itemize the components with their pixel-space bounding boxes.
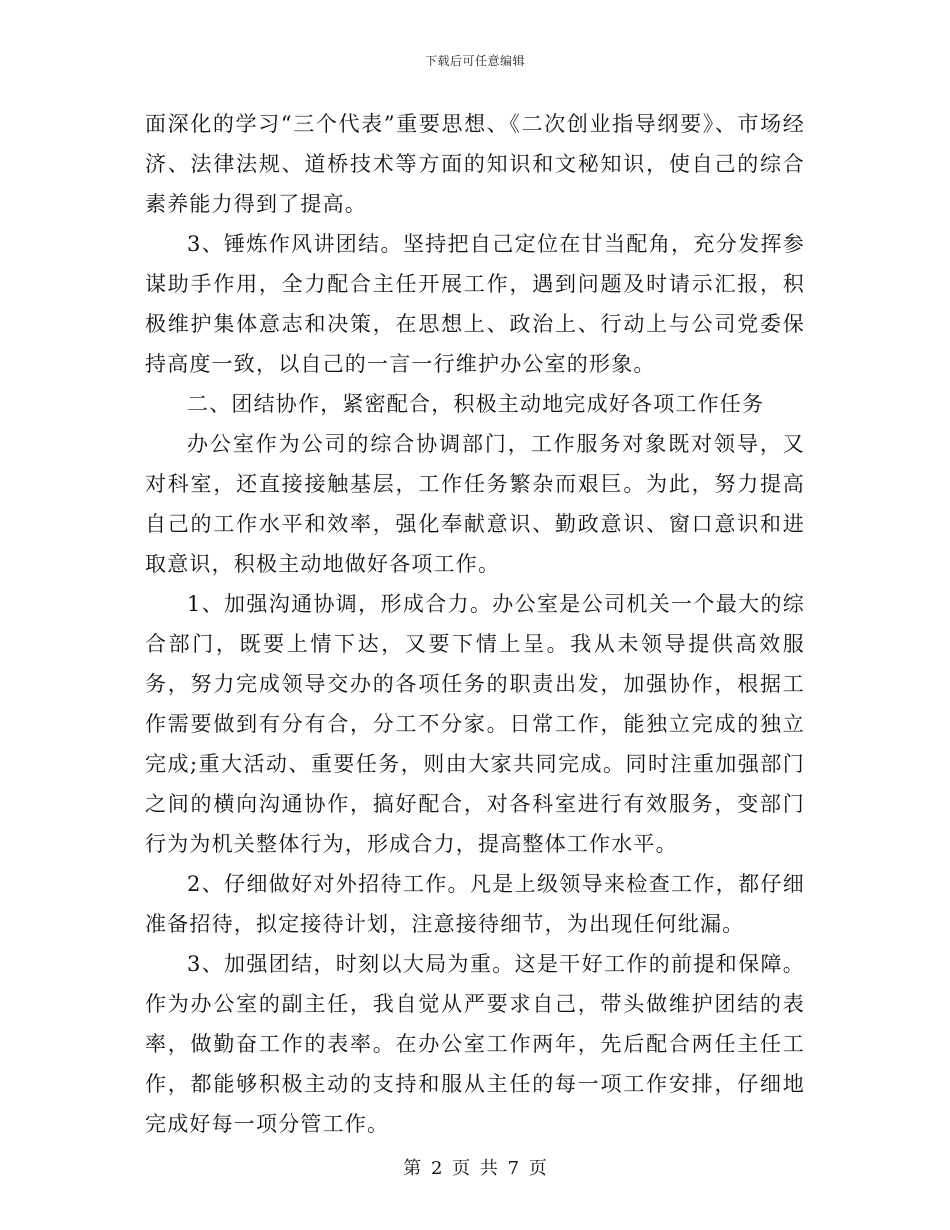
paragraph: 3、加强团结，时刻以大局为重。这是干好工作的前提和保障。作为办公室的副主任，我自觉从严要求自己，带头做维护团结的表率，做勤奋工作的表率。在办公室工作两年，先后配合两任主任工作，都能够积极主动的支持和服从主任的每一项工作安排，仔细地完成好每一项分管工作。: [145, 952, 805, 1136]
paragraph: 面深化的学习“三个代表”重要思想、《二次创业指导纲要》、市场经济、法律法规、道桥技术等方面的知识和文秘知识，使自己的综合素养能力得到了提高。: [145, 112, 805, 216]
paragraph: 办公室作为公司的综合协调部门，工作服务对象既对领导，又对科室，还直接接触基层，工作任务繁杂而艰巨。为此，努力提高自己的工作水平和效率，强化奉献意识、勤政意识、窗口意识和进取意识，积极主动地做好各项工作。: [145, 432, 805, 576]
paragraph: 1、加强沟通协调，形成合力。办公室是公司机关一个最大的综合部门，既要上情下达，又要下情上呈。我从未领导提供高效服务，努力完成领导交办的各项任务的职责出发，加强协作，根据工作需要做到有分有合，分工不分家。日常工作，能独立完成的独立完成;重大活动、重要任务，则由大家共同完成。同时注重加强部门之间的横向沟通协作，搞好配合，对各科室进行有效服务，变部门行为为机关整体行为，形成合力，提高整体工作水平。: [145, 592, 805, 856]
paragraph: 2、仔细做好对外招待工作。凡是上级领导来检查工作，都仔细准备招待，拟定接待计划，注意接待细节，为出现任何纰漏。: [145, 872, 805, 936]
page-header-note: 下载后可任意编辑: [424, 54, 525, 68]
page-number: 第 2 页 共 7 页: [403, 1158, 547, 1179]
document-body: [145, 104, 805, 1144]
section-heading: 二、团结协作，紧密配合，积极主动地完成好各项工作任务: [187, 392, 765, 416]
paragraph: 3、锤炼作风讲团结。坚持把自己定位在甘当配角，充分发挥参谋助手作用，全力配合主任开展工作，遇到问题及时请示汇报，积极维护集体意志和决策，在思想上、政治上、行动上与公司党委保持高度一致，以自己的一言一行维护办公室的形象。: [145, 232, 805, 376]
